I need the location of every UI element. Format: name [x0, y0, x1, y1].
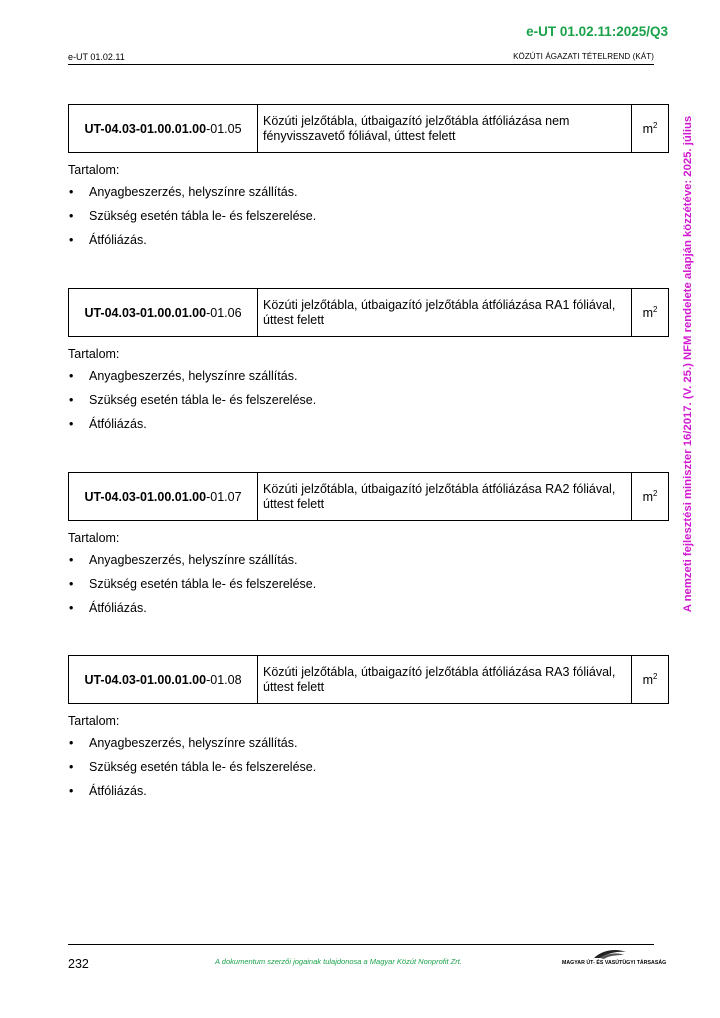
contents-label: Tartalom: [68, 531, 120, 545]
item-unit: $m^2$ [632, 473, 669, 521]
item-section [68, 288, 668, 432]
page-number: 232 [68, 957, 89, 971]
item-section [68, 104, 668, 248]
footer-divider [68, 944, 654, 945]
copyright-notice: A dokumentum szerzői jogainak tulajdonosa a Magyar Közút Nonprofit Zrt. [215, 957, 462, 966]
item-section [68, 655, 668, 799]
list-item: • Anyagbeszerzés, helyszínre szállítás. [69, 185, 298, 199]
item-table [68, 288, 669, 337]
contents-label: Tartalom: [68, 347, 120, 361]
item-code: UT-04.03-01.00.01.00-01.06 [69, 289, 258, 337]
item-unit: $m^2$ [632, 289, 669, 337]
item-unit: $m^2$ [632, 105, 669, 153]
list-item: • Anyagbeszerzés, helyszínre szállítás. [69, 369, 298, 383]
contents-list [68, 185, 668, 248]
list-item: • Átfóliázás. [69, 233, 147, 247]
item-unit: $m^2$ [632, 656, 669, 704]
item-code: UT-04.03-01.00.01.00-01.07 [69, 473, 258, 521]
item-description: Közúti jelzőtábla, útbaigazító jelzőtábla átfóliázása RA3 fóliával, úttest felett [258, 656, 632, 704]
list-item: • Anyagbeszerzés, helyszínre szállítás. [69, 736, 298, 750]
item-description: Közúti jelzőtábla, útbaigazító jelzőtábla átfóliázása RA2 fóliával, úttest felett [258, 473, 632, 521]
side-publication-note-text: A nemzeti fejlesztési miniszter 16/2017. (V. 25.) NFM rendelete alapján közzétéve: 2025. július [682, 115, 694, 613]
list-item: • Átfóliázás. [69, 784, 147, 798]
item-code: UT-04.03-01.00.01.00-01.05 [69, 105, 258, 153]
document-code: e-UT 01.02.11:2025/Q3 [526, 24, 668, 39]
item-description: Közúti jelzőtábla, útbaigazító jelzőtábla átfóliázása RA1 fóliával, úttest felett [258, 289, 632, 337]
contents-label: Tartalom: [68, 714, 120, 728]
header-right-title: KÖZÚTI ÁGAZATI TÉTELREND (KÁT) [513, 52, 654, 61]
list-item: • Átfóliázás. [69, 601, 147, 615]
header-divider [68, 64, 654, 65]
list-item: • Szükség esetén tábla le- és felszerelése. [69, 577, 317, 591]
item-table [68, 655, 669, 704]
contents-list [68, 736, 668, 799]
item-table [68, 472, 669, 521]
item-code: UT-04.03-01.00.01.00-01.08 [69, 656, 258, 704]
contents-list [68, 553, 668, 616]
company-logo-icon [560, 946, 660, 972]
list-item: • Szükség esetén tábla le- és felszerelése. [69, 760, 317, 774]
item-description: Közúti jelzőtábla, útbaigazító jelzőtábla átfóliázása nem fényvisszavető fóliával, úttest felett [258, 105, 632, 153]
contents-label: Tartalom: [68, 163, 120, 177]
logo-text: MAGYAR ÚT- ÉS VASÚTÜGYI TÁRSASÁG [562, 960, 667, 966]
list-item: • Átfóliázás. [69, 417, 147, 431]
contents-list [68, 369, 668, 432]
list-item: • Szükség esetén tábla le- és felszerelése. [69, 393, 317, 407]
item-section [68, 472, 668, 616]
list-item: • Anyagbeszerzés, helyszínre szállítás. [69, 553, 298, 567]
header-left-code: e-UT 01.02.11 [68, 52, 125, 62]
list-item: • Szükség esetén tábla le- és felszerelése. [69, 209, 317, 223]
item-table [68, 104, 669, 153]
